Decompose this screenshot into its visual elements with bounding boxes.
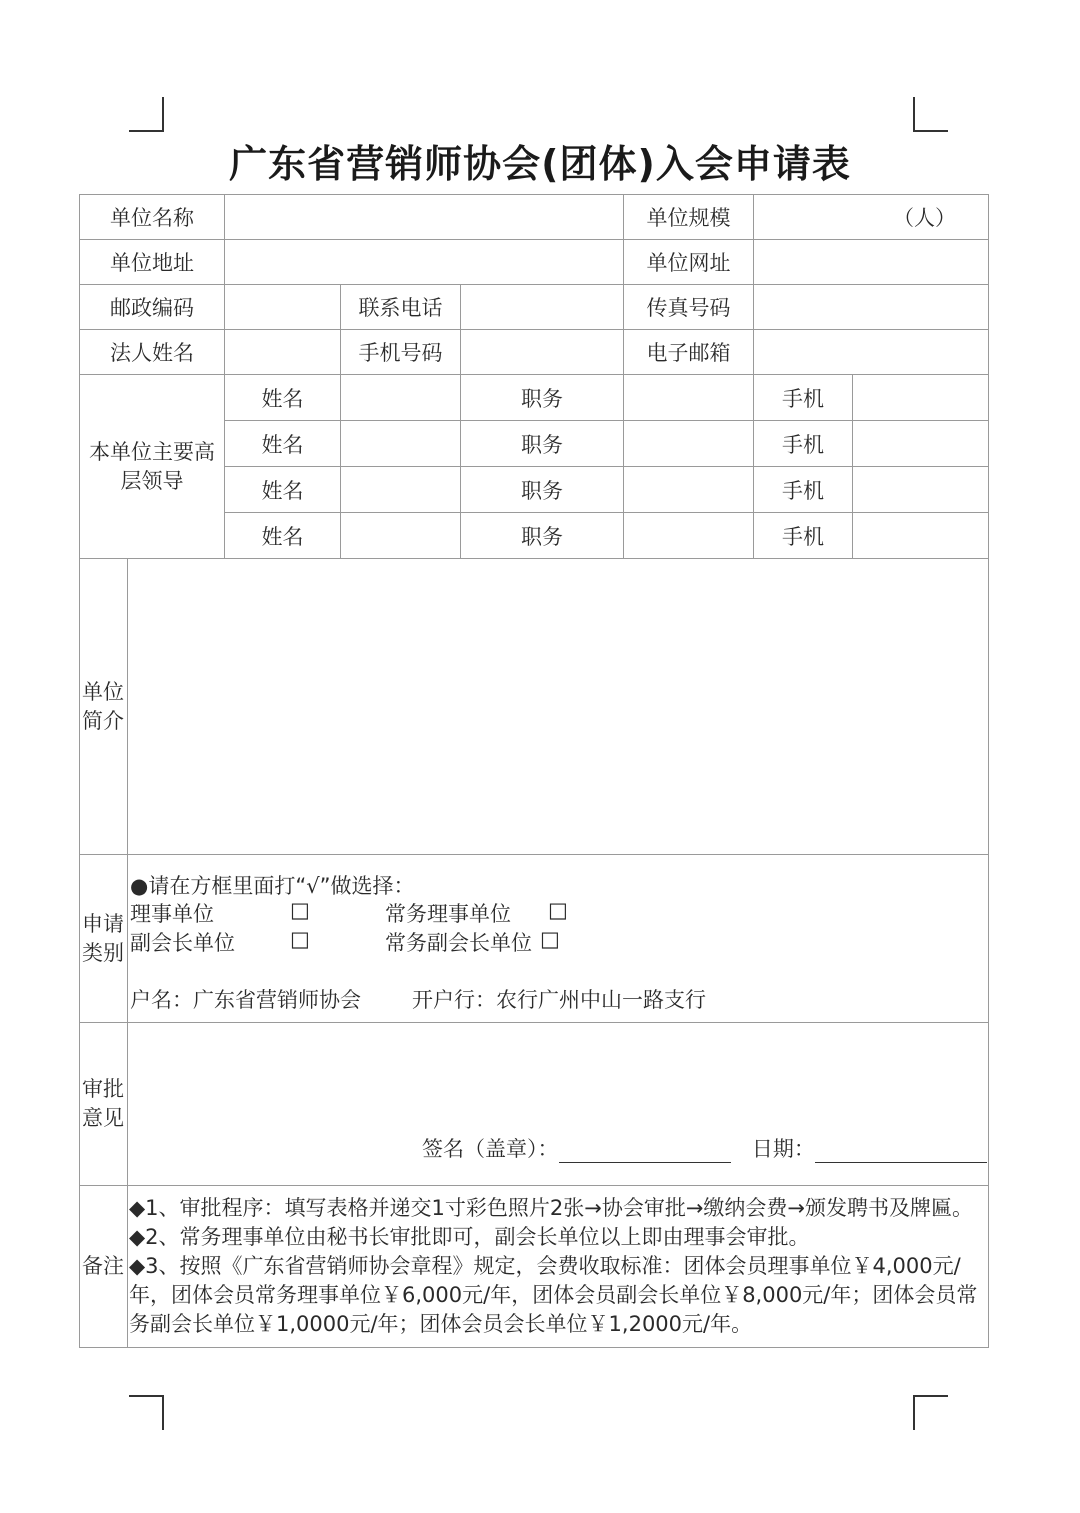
leader-name-label: 姓名 <box>225 513 341 559</box>
leader-name-label: 姓名 <box>225 375 341 421</box>
option-vice-president-unit[interactable] <box>130 927 235 957</box>
leader-name-field[interactable] <box>341 375 461 421</box>
phone-field[interactable] <box>461 285 624 330</box>
leader-position-label: 职务 <box>461 375 624 421</box>
date-label: 日期： <box>751 1137 815 1161</box>
leader-mobile-label: 手机 <box>754 513 853 559</box>
email-field[interactable] <box>754 330 989 375</box>
leader-mobile-label: 手机 <box>754 375 853 421</box>
unit-address-field[interactable] <box>225 240 624 285</box>
mobile-label: 手机号码 <box>341 330 461 375</box>
leader-name-label: 姓名 <box>225 421 341 467</box>
option-standing-vice-president-unit[interactable] <box>385 927 532 957</box>
crop-mark-bottom-left <box>129 1395 164 1430</box>
option-label: 理事单位 <box>130 901 214 926</box>
leader-position-field[interactable] <box>624 421 754 467</box>
unit-name-field[interactable] <box>225 195 624 240</box>
unit-scale-label: 单位规模 <box>624 195 754 240</box>
leader-position-field[interactable] <box>624 467 754 513</box>
leader-position-field[interactable] <box>624 513 754 559</box>
leader-mobile-field[interactable] <box>853 513 989 559</box>
account-name: 户名：广东省营销师协会 <box>130 987 361 1012</box>
profile-label-text: 单位简介 <box>82 679 124 733</box>
date-line[interactable] <box>815 1140 987 1163</box>
leader-name-field[interactable] <box>341 467 461 513</box>
unit-name-label: 单位名称 <box>80 195 225 240</box>
fax-field[interactable] <box>754 285 989 330</box>
option-label: 常务副会长单位 <box>385 930 532 955</box>
form-title: 广东省营销师协会(团体)入会申请表 <box>229 142 851 186</box>
leader-mobile-field[interactable] <box>853 375 989 421</box>
approval-section <box>128 1023 989 1186</box>
signature-label: 签名（盖章）： <box>422 1137 559 1161</box>
leader-position-label: 职务 <box>461 467 624 513</box>
unit-website-field[interactable] <box>754 240 989 285</box>
email-label: 电子邮箱 <box>624 330 754 375</box>
notes-section <box>128 1186 989 1348</box>
crop-mark-bottom-right <box>913 1395 948 1430</box>
option-label: 常务理事单位 <box>385 901 511 926</box>
unit-scale-field[interactable] <box>754 195 989 240</box>
fax-label: 传真号码 <box>624 285 754 330</box>
leaders-section-text: 本单位主要高层领导 <box>89 439 215 493</box>
approval-label <box>80 1023 128 1186</box>
approval-label-text: 审批意见 <box>82 1077 124 1130</box>
application-type-label-text: 申请类别 <box>82 911 124 965</box>
type-instruction: ●请在方框里面打“√”做选择： <box>130 873 415 898</box>
legal-person-label: 法人姓名 <box>80 330 225 375</box>
unit-scale-unit: （人） <box>893 206 957 230</box>
unit-address-label: 单位地址 <box>80 240 225 285</box>
postcode-field[interactable] <box>225 285 341 330</box>
leader-mobile-field[interactable] <box>853 421 989 467</box>
bank-name: 开户行：农行广州中山一路支行 <box>412 987 706 1012</box>
crop-mark-top-right <box>913 97 948 132</box>
legal-person-field[interactable] <box>225 330 341 375</box>
unit-website-label: 单位网址 <box>624 240 754 285</box>
note-item-1: ◆1、审批程序：填写表格并递交1寸彩色照片2张→协会审批→缴纳会费→颁发聘书及牌匾。 <box>129 1196 974 1220</box>
note-item-3: ◆3、按照《广东省营销师协会章程》规定，会费收取标准：团体会员理事单位￥4,000元/年，团体会员常务理事单位￥6,000元/年，团体会员副会长单位￥8,000元/年；团体会员常务副会长单位￥1,0000元/年；团体会员会长单位￥1,2000元/年。 <box>129 1254 978 1336</box>
leader-name-field[interactable] <box>341 421 461 467</box>
leader-name-field[interactable] <box>341 513 461 559</box>
leader-position-field[interactable] <box>624 375 754 421</box>
leader-name-label: 姓名 <box>225 467 341 513</box>
profile-field[interactable] <box>128 559 989 855</box>
postcode-label: 邮政编码 <box>80 285 225 330</box>
application-form <box>79 194 989 1348</box>
phone-label: 联系电话 <box>341 285 461 330</box>
crop-mark-top-left <box>129 97 164 132</box>
signature-line[interactable] <box>559 1140 731 1163</box>
checkbox-standing-council-unit[interactable]: □ <box>548 897 568 922</box>
leader-mobile-label: 手机 <box>754 467 853 513</box>
application-type-label <box>80 855 128 1023</box>
option-label: 副会长单位 <box>130 930 235 955</box>
leader-position-label: 职务 <box>461 513 624 559</box>
checkbox-council-unit[interactable]: □ <box>290 897 310 922</box>
notes-label: 备注 <box>80 1186 128 1348</box>
leaders-section-label <box>80 375 225 559</box>
option-council-unit[interactable] <box>130 898 214 928</box>
checkbox-vice-president-unit[interactable]: □ <box>290 926 310 951</box>
leader-mobile-label: 手机 <box>754 421 853 467</box>
leader-mobile-field[interactable] <box>853 467 989 513</box>
option-standing-council-unit[interactable] <box>385 898 511 928</box>
note-item-2: ◆2、常务理事单位由秘书长审批即可，副会长单位以上即由理事会审批。 <box>129 1225 810 1249</box>
leader-position-label: 职务 <box>461 421 624 467</box>
application-type-section <box>128 855 989 1023</box>
profile-label <box>80 559 128 855</box>
checkbox-standing-vice-president-unit[interactable]: □ <box>540 926 560 951</box>
mobile-field[interactable] <box>461 330 624 375</box>
